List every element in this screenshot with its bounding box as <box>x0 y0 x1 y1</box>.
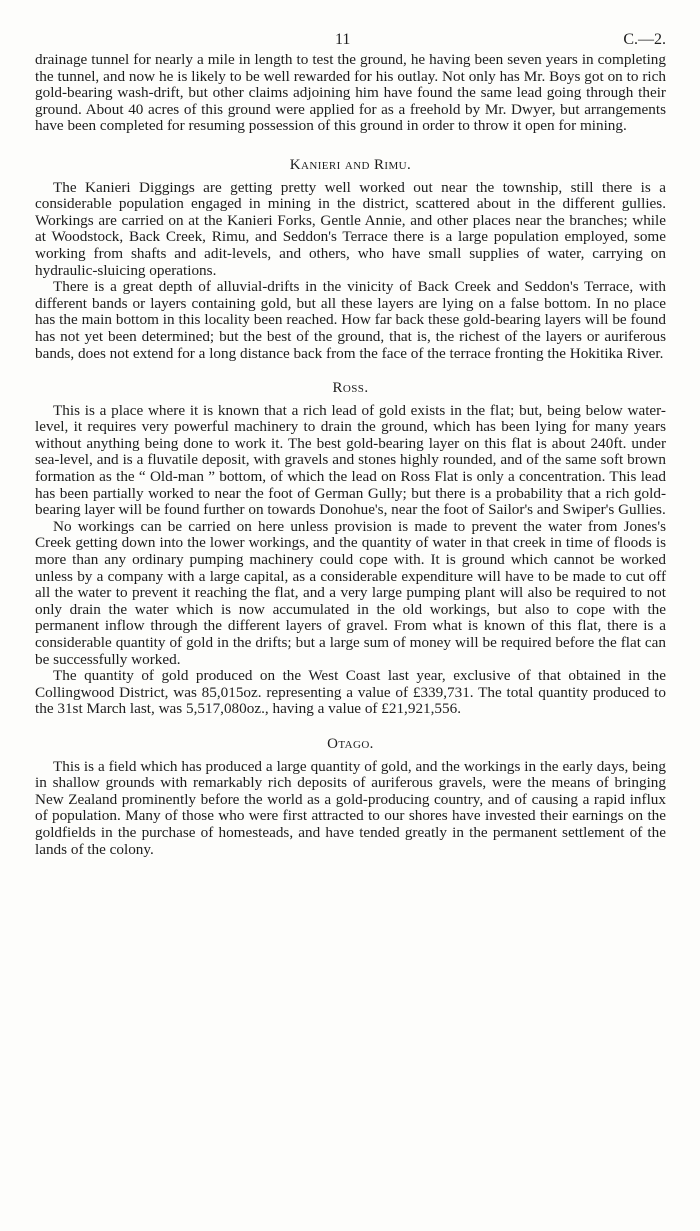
body-paragraph: The Kanieri Diggings are getting pretty well worked out near the township, still there is a considerable population engaged in mining in the district, scattered about in the different gullies. Workings are carried on at the Kanieri Forks, Gentle Annie, and other places near the branches; while at Woodstock, Back Creek, Rimu, and Seddon's Terrace there is a large population employed, some working from shafts and adit-levels, and others, who have small supplies of water, carrying on hydraulic-sluicing operations. <box>35 178 666 279</box>
document-reference: C.—2. <box>623 31 666 48</box>
body-paragraph: The quantity of gold produced on the West Coast last year, exclusive of that obtained in the Collingwood District, was 85,015oz. representing a value of £339,731. The total quantity produced to the 31st March last, was 5,517,080oz., having a value of £21,921,556. <box>35 667 666 718</box>
section-otago <box>35 736 666 858</box>
section-heading: Otago. <box>327 735 374 752</box>
body-paragraph: There is a great depth of alluvial-drifts in the vinicity of Back Creek and Seddon's Terrace, with different bands or layers containing gold, but all these layers are lying on a false bottom. In no place has the main bottom in this locality been reached. How far back these gold-bearing layers will be found has not yet been determined; but the best of the ground, that is, the richest of the layers or auriferous bands, does not extend for a long distance back from the face of the terrace fronting the Hokitika River. <box>35 278 666 362</box>
section-ross <box>35 380 666 718</box>
page-number: 11 <box>335 31 351 48</box>
section-heading: Ross. <box>332 380 369 397</box>
page-header <box>35 30 666 52</box>
body-paragraph: No workings can be carried on here unless provision is made to prevent the water from Jones's Creek getting down into the lower workings, and the quantity of water in that creek in time of floods is more than any ordinary pumping machinery could cope with. It is ground which cannot be worked unless by a company with a large capital, as a considerable expenditure will have to be made to cut off all the water to prevent it reaching the flat, and a very large pumping plant will also be required to not only drain the water which is now accumulated in the old workings, but also to cope with the permanent inflow through the different layers of gravel. From what is known of this flat, there is a considerable quantity of gold in the drifts; but a large sum of money will be required before the flat can be successfully worked. <box>35 517 666 668</box>
section-kanieri-rimu <box>35 157 666 362</box>
body-paragraph: This is a field which has produced a large quantity of gold, and the workings in the early days, being in shallow grounds with remarkably rich deposits of auriferous gravels, were the means of bringing New Zealand prominently before the world as a gold-producing country, and of causing a rapid influx of population. Many of those who were first attracted to our shores have invested their earnings on the goldfields in the purchase of homesteads, and have tended greatly in the permanent settlement of the lands of the colony. <box>35 757 666 858</box>
body-paragraph: This is a place where it is known that a rich lead of gold exists in the flat; but, being below water-level, it requires very powerful machinery to drain the ground, which has been lying for many years without anything being done to work it. The best gold-bearing layer on this flat is about 240ft. under sea-level, and is a fluvatile deposit, with gravels and stones highly rounded, and of the same soft brown formation as the “ Old-man ” bottom, of which the lead on Ross Flat is only a concentration. This lead has been partially worked to near the foot of German Gully; but there is a probability that a rich gold-bearing layer will be found further on towards Donohue's, near the foot of Sailor's and Swiper's Gullies. <box>35 401 666 519</box>
document-page <box>35 30 666 858</box>
section-heading: Kanieri and Rimu. <box>289 156 412 173</box>
intro-paragraph: drainage tunnel for nearly a mile in length to test the ground, he having been seven years in completing the tunnel, and now he is likely to be well rewarded for his outlay. Not only has Mr. Boys got on to rich gold-bearing wash-drift, but other claims adjoining him have found the same lead going through their ground. About 40 acres of this ground were applied for as a freehold by Mr. Dwyer, but arrangements have been completed for resuming possession of this ground in order to throw it open for mining. <box>35 51 666 135</box>
